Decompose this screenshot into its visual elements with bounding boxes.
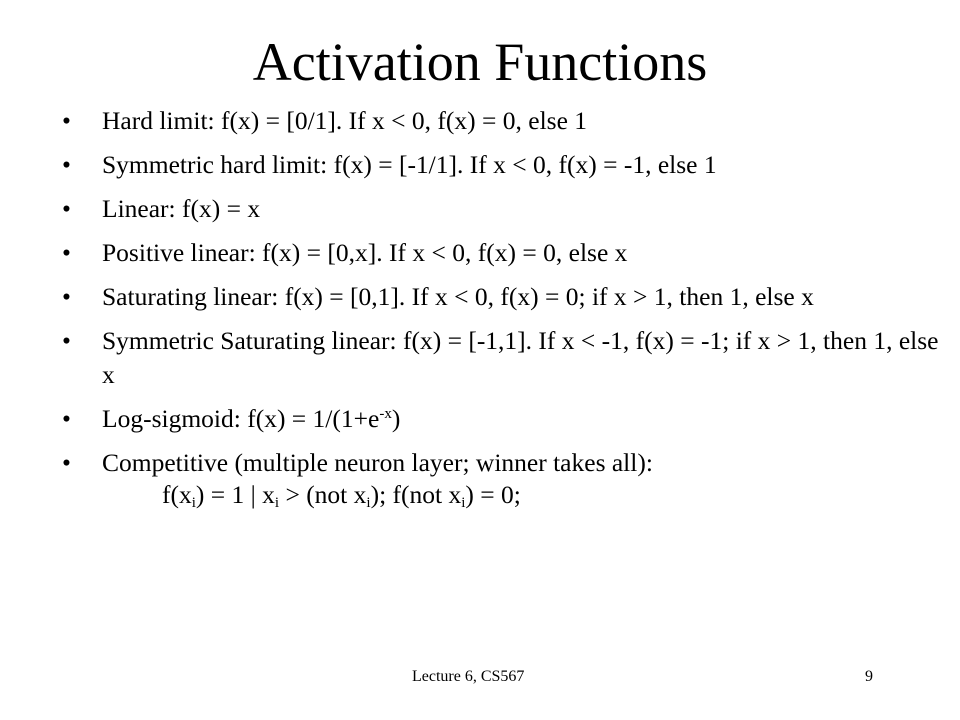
- bullet-icon: •: [62, 194, 71, 223]
- logsig-exponent: -x: [379, 406, 392, 422]
- bullet-icon: •: [62, 448, 71, 477]
- bullet-hard-limit: [62, 104, 942, 138]
- bullet-text: Positive linear: f(x) = [0,x]. If x < 0, f(x) = 0, else x: [102, 238, 628, 267]
- bullet-icon: •: [62, 404, 71, 433]
- bullet-log-sigmoid: [62, 402, 942, 436]
- slide-title: Activation Functions: [252, 32, 708, 92]
- bullet-text: Competitive (multiple neuron layer; winner takes all):: [102, 448, 653, 477]
- bullet-icon: •: [62, 282, 71, 311]
- bullet-text: Hard limit: f(x) = [0/1]. If x < 0, f(x) = 0, else 1: [102, 106, 588, 135]
- bullet-symmetric-saturating-linear: [62, 324, 942, 392]
- slide-number: 9: [865, 668, 873, 685]
- bullet-text: Symmetric Saturating linear: f(x) = [-1,1]. If x < -1, f(x) = -1; if x > 1, then 1, else x: [102, 326, 939, 389]
- bullet-competitive: [62, 446, 942, 480]
- footer-lecture: Lecture 6, CS567: [412, 668, 525, 685]
- bullet-positive-linear: [62, 236, 942, 270]
- bullet-linear: [62, 192, 942, 226]
- bullet-text: Symmetric hard limit: f(x) = [-1/1]. If x < 0, f(x) = -1, else 1: [102, 150, 717, 179]
- logsig-suffix: ): [391, 404, 401, 433]
- bullet-text: Linear: f(x) = x: [102, 194, 261, 223]
- bullet-icon: •: [62, 326, 71, 355]
- competitive-formula: $f(x_i) = 1$ | $x_i > (not$ $x_i$); f(not $x_i) = 0$;: [162, 480, 521, 511]
- logsig-prefix: Log-sigmoid: f(x) = 1/(1+e: [102, 404, 380, 433]
- bullet-symmetric-hard-limit: [62, 148, 942, 182]
- bullet-icon: •: [62, 238, 71, 267]
- bullet-icon: •: [62, 150, 71, 179]
- bullet-text: Saturating linear: f(x) = [0,1]. If x < 0, f(x) = 0; if x > 1, then 1, else x: [102, 282, 814, 311]
- bullet-list: [62, 104, 942, 512]
- bullet-icon: •: [62, 106, 71, 135]
- bullet-saturating-linear: [62, 280, 942, 314]
